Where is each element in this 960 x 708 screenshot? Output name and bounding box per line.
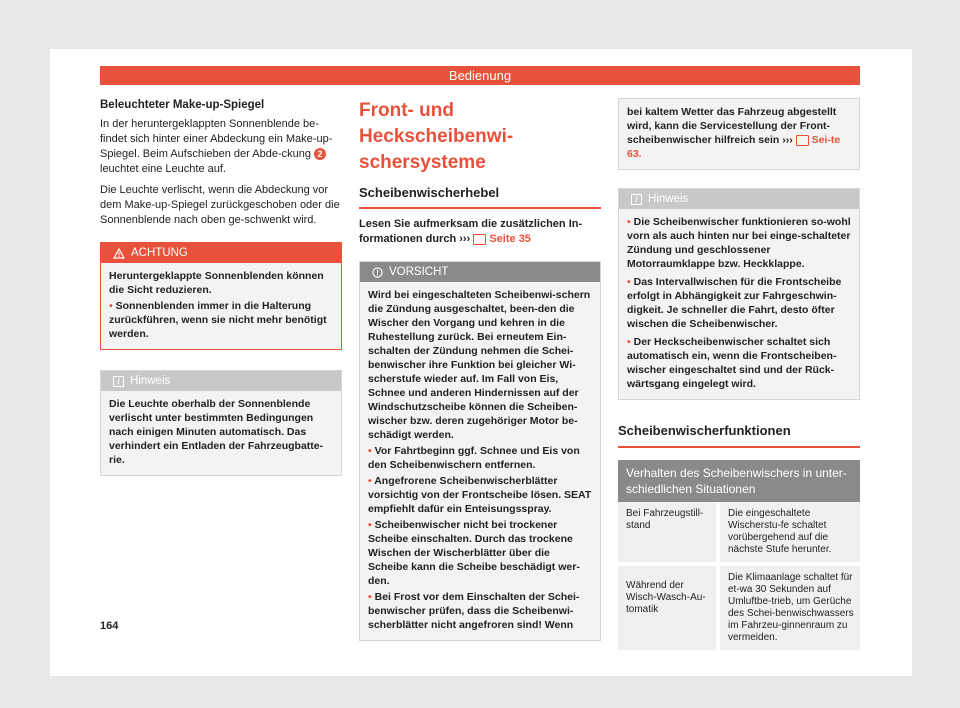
bullet-icon: • [627, 276, 631, 288]
bullet-icon: • [368, 445, 372, 457]
caution-box [359, 261, 601, 641]
note-header [101, 371, 341, 391]
text: In der heruntergeklappten Sonnenblende be-findet sich hinter einer Abdeckung ein Make-up-Spiegel. Beim Aufschieben der Abde-ckung [100, 118, 333, 160]
note-bullet [627, 275, 851, 331]
text: Lesen Sie aufmerksam die zusätzlichen In-formationen durch ››› [359, 218, 583, 245]
page-number: 164 [100, 620, 119, 632]
page-reference[interactable]: Sei-te 63. [627, 134, 841, 160]
note-body: Die Leuchte oberhalb der Sonnenblende verlischt unter bestimmten Bedingungen nach einigen Minuten automatisch. Das verhindert ein Entladen der Fahrzeugbatte-rie. [109, 398, 324, 466]
note-header [619, 189, 859, 209]
note-title: Hinweis [648, 193, 689, 205]
bullet-icon: • [627, 216, 631, 228]
table-row [618, 566, 860, 654]
bullet-icon: • [368, 475, 372, 487]
section-title: Scheibenwischerhebel [359, 185, 500, 200]
table-cell-behavior: Die eingeschaltete Wischerstu-fe schaltet vorübergehend auf die nächste Stufe herunter. [716, 502, 860, 562]
book-icon [473, 234, 486, 245]
bullet-text: Vor Fahrtbeginn ggf. Schnee und Eis von den Scheibenwischern entfernen. [368, 445, 580, 471]
bullet-icon: • [368, 519, 372, 531]
chapter-title: Front- und Heckscheibenwi-schersysteme [359, 100, 514, 173]
warning-header [101, 243, 341, 263]
note-bullet [627, 335, 851, 391]
warning-title: ACHTUNG [131, 247, 188, 259]
info-icon: i [113, 376, 124, 387]
bullet-text: Scheibenwischer nicht bei trockener Scheibe einschalten. Durch das trockene Wischen der Wischerblätter über die Scheibe kann die Scheibe beschädigt wer-den. [368, 519, 580, 587]
note-box [618, 188, 860, 400]
page-reference[interactable]: Seite 35 [489, 233, 531, 245]
divider [618, 446, 860, 448]
warning-box [100, 242, 342, 350]
caution-bullet [368, 518, 592, 588]
bullet-text: Bei Frost vor dem Einschalten der Schei-benwischer prüfen, dass die Scheibenwi-scherblätter nicht angefroren sind! Wenn [368, 591, 580, 631]
caution-continued [619, 99, 859, 169]
info-icon: i [631, 194, 642, 205]
bullet-text: Sonnenblenden immer in die Halterung zurückführen, wenn sie nicht mehr benötigt werden. [109, 300, 327, 340]
table-cell-situation: Während der Wisch-Wasch-Au-tomatik [626, 580, 706, 615]
caution-title: VORSICHT [389, 266, 449, 278]
caution-bullet [368, 590, 592, 632]
column-2 [359, 98, 601, 641]
table-title: Verhalten des Scheibenwischers in unter-schiedlichen Situationen [618, 460, 860, 502]
note-title: Hinweis [130, 375, 171, 387]
paragraph [100, 117, 342, 177]
table-cell-behavior: Die Klimaanlage schaltet für et-wa 30 Sekunden auf Umluftbe-trieb, um Gerüche des Schei-benwischwassers im Fahrzeu-ginnenraum zu vermeiden. [716, 566, 860, 650]
book-icon [796, 135, 809, 146]
note-bullet [627, 215, 851, 271]
callout-number: 2 [314, 148, 326, 160]
bullet-text: Angefrorene Scheibenwischerblätter vorsichtig von der Frontscheibe lösen. SEAT empfiehlt dafür ein Enteisungsspray. [368, 475, 592, 515]
divider [359, 207, 601, 209]
warning-body [101, 263, 341, 349]
text: leuchtet eine Leuchte auf. [100, 163, 226, 175]
warning-triangle-icon [113, 248, 125, 259]
caution-circle-icon [372, 267, 383, 278]
behavior-table [618, 460, 860, 654]
caution-bullet [368, 444, 592, 472]
section-header: Bedienung [100, 66, 860, 85]
intro [359, 217, 601, 247]
note-body [619, 209, 859, 399]
paragraph: Die Leuchte verlischt, wenn die Abdeckung vor dem Make-up-Spiegel zurückgeschoben oder die Sonnenblende nach oben ge-schwenkt wird. [100, 184, 340, 226]
caution-continued-box [618, 98, 860, 170]
table-row [618, 502, 860, 566]
bullet-text: Der Heckscheibenwischer schaltet sich automatisch ein, wenn die Frontscheiben-wischer eingeschaltet sind und der Rück-wärtsgang eingelegt wird. [627, 336, 837, 390]
caution-bullet [368, 474, 592, 516]
column-1 [100, 98, 342, 476]
text: bei kaltem Wetter das Fahrzeug abgestellt wird, kann die Servicestellung der Front-scheibenwischer hilfreich sein ››› [627, 106, 837, 146]
column-3 [618, 98, 860, 654]
bullet-text: Die Scheibenwischer funktionieren so-wohl vorn als auch hinten nur bei einge-schalteter Zündung und geschlossener Motorraumklappe bzw. Heckklappe. [627, 216, 851, 270]
warning-bullet [109, 299, 333, 341]
bullet-icon: • [368, 591, 372, 603]
table-cell-situation: Bei Fahrzeugstill-stand [626, 508, 704, 531]
caution-header [360, 262, 600, 282]
bullet-icon: • [627, 336, 631, 348]
note-box [100, 370, 342, 476]
section-title: Scheibenwischerfunktionen [618, 423, 791, 438]
caution-text: Wird bei eingeschalteten Scheibenwi-schern die Zündung ausgeschaltet, been-den die Wischer den Vorgang und kehren in die Ruhestellung zurück. Bei erneutem Ein-schalten der Zündung nehmen die Schei-benwischer ihre Funktion bei gleicher Wi-scherstufe wieder auf. Im Fall von Eis, Schnee und anderen Hindernissen auf der Windschutzscheibe können die Scheiben-wischer bzw. deren zugehöriger Motor be-schädigt werden. [368, 289, 591, 441]
bullet-text: Das Intervallwischen für die Frontscheibe erfolgt in Abhängigkeit zur Fahrgeschwin-digkeit. Je schneller die Fahrt, desto öfter wischen die Scheibenwischer. [627, 276, 842, 330]
caution-body [360, 282, 600, 640]
warning-text: Heruntergeklappte Sonnenblenden können die Sicht reduzieren. [109, 270, 324, 296]
bullet-icon: • [109, 300, 113, 312]
heading-makeup-mirror: Beleuchteter Make-up-Spiegel [100, 99, 265, 111]
